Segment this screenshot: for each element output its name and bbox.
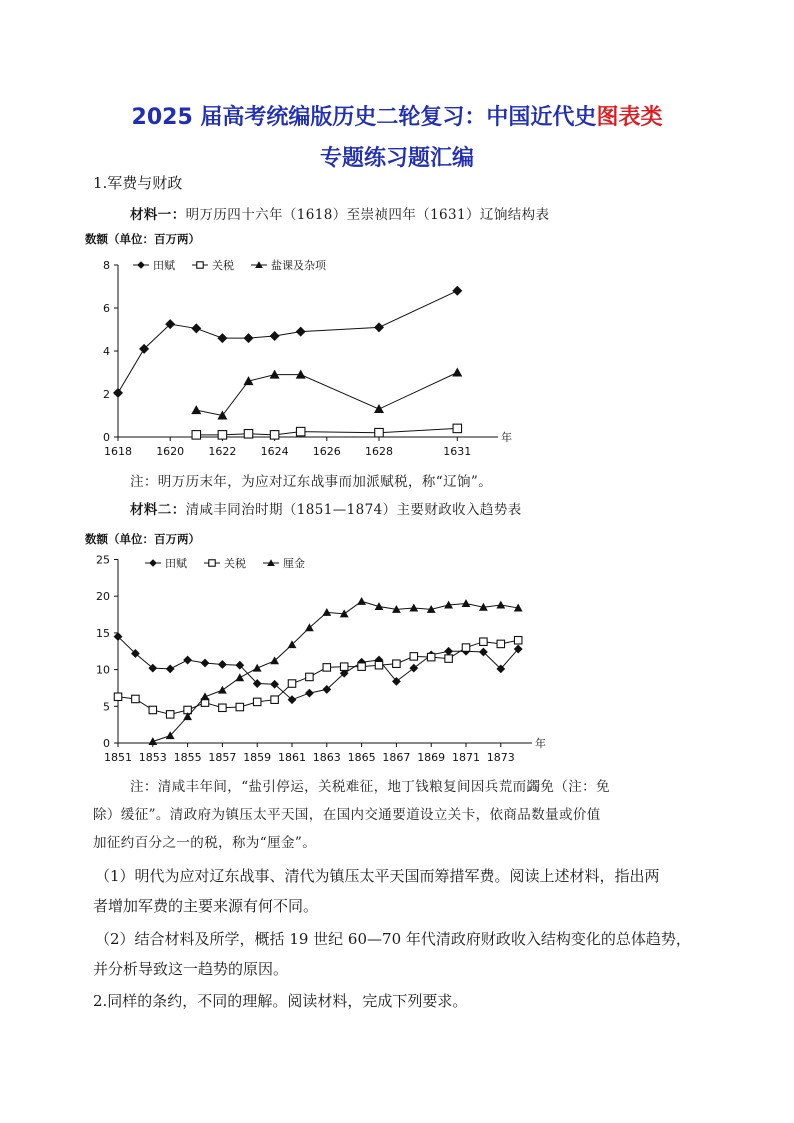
- chart2-series-1-point: [427, 653, 434, 660]
- chart1-legend-2-label: 盐课及杂项: [271, 259, 326, 272]
- chart2-x-tick-label: 1873: [486, 751, 515, 764]
- chart2-series-1-point: [340, 663, 347, 670]
- chart2-series-1-point: [236, 703, 243, 710]
- chart2-series-2-point: [235, 673, 244, 681]
- page-subtitle: 专题练习题汇编: [319, 146, 474, 171]
- chart2-series-0-line: [118, 637, 518, 700]
- chart1-series-0-point: [217, 333, 227, 343]
- chart2-series-2-point: [409, 604, 418, 612]
- chart2-x-tick-label: 1867: [382, 751, 411, 764]
- chart2-x-tick-label: 1869: [417, 751, 446, 764]
- material-1-note: 注：明万历末年，为应对辽东战事而加派赋税，称“辽饷”。: [130, 474, 493, 490]
- question-1-part-1-line-2: 者增加军费的主要来源有何不同。: [93, 897, 319, 915]
- chart2-series-2-point: [462, 599, 471, 607]
- chart2-x-tick-label: 1855: [173, 751, 202, 764]
- question-2-heading: 2.同样的条约，不同的理解。阅读材料，完成下列要求。: [93, 992, 468, 1010]
- chart2-x-tick-label: 1863: [312, 751, 341, 764]
- chart2-series-1-point: [480, 638, 487, 645]
- chart2-series-1-point: [114, 693, 121, 700]
- chart1-series-1-point: [244, 430, 253, 439]
- chart2-series-2-point: [201, 692, 210, 700]
- chart1-legend-1-label: 关税: [212, 259, 234, 272]
- chart2-series-2-point: [322, 608, 331, 616]
- chart1-series-0-point: [296, 327, 306, 337]
- chart2-x-tick-label: 1859: [243, 751, 272, 764]
- material-2-note-line-2: 除）缓征”。清政府为镇压太平天国，在国内交通要道设立关卡，依商品数量或价值: [93, 807, 601, 823]
- chart2-legend-0-label: 田赋: [165, 557, 187, 570]
- chart1-x-tick-label: 1620: [156, 445, 185, 458]
- chart2-series-2-point: [148, 737, 157, 745]
- chart1-series-1-line: [196, 428, 457, 434]
- chart2-series-1-point: [253, 698, 260, 705]
- chart1-legend-1-marker: [197, 262, 203, 268]
- chart2-y-tick-label: 25: [96, 553, 110, 567]
- chart1-legend-0-marker: [137, 261, 145, 269]
- chart1-y-tick-label: 6: [103, 302, 110, 315]
- chart2-legend-1-label: 关税: [224, 557, 246, 570]
- chart1-y-tick-label: 4: [103, 345, 110, 358]
- chart2-series-1-point: [410, 653, 417, 660]
- chart2-series-1-point: [393, 660, 400, 667]
- chart1-y-tick-label: 0: [103, 431, 110, 444]
- chart2-y-axis-label: 数额（单位：百万两）: [85, 532, 200, 546]
- material-2-note-line-1: 注：清咸丰年间，“盐引停运，关税难征，地丁钱粮复间因兵荒而蠲免（注：免: [130, 779, 610, 795]
- chart2-x-tick-label: 1853: [138, 751, 167, 764]
- chart2-y-tick-label: 20: [96, 590, 110, 604]
- chart2-series-1-point: [358, 663, 365, 670]
- question-1-part-2-line-1: （2）结合材料及所学，概括 19 世纪 60—70 年代清政府财政收入结构变化的总体趋势，: [95, 930, 691, 948]
- chart1-series-0-point: [191, 323, 201, 333]
- chart2-x-tick-label: 1865: [347, 751, 376, 764]
- chart2-series-0-point: [409, 664, 418, 673]
- chart2-x-tick-label: 1871: [452, 751, 480, 764]
- chart1-series-2-point: [452, 368, 462, 377]
- chart1-x-tick-label: 1626: [312, 445, 341, 458]
- question-1-part-1-line-1: （1）明代为应对辽东战事、清代为镇压太平天国而筹措军费。阅读上述材料，指出两: [95, 867, 660, 885]
- chart2-series-1-point: [149, 706, 156, 713]
- chart1-x-tick-label: 1631: [443, 445, 472, 458]
- chart2-legend-1-marker: [209, 560, 215, 566]
- chart-liaoxiang-structure: [85, 225, 525, 465]
- chart2-series-0-point: [201, 659, 210, 668]
- chart1-x-tick-label: 1622: [208, 445, 237, 458]
- chart2-series-1-point: [514, 637, 521, 644]
- chart1-y-tick-label: 2: [103, 388, 110, 401]
- chart2-series-1-point: [288, 680, 295, 687]
- chart1-legend-0-label: 田赋: [153, 259, 175, 272]
- page-title: 2025 届高考统编版历史二轮复习：中国近代史图表类: [131, 105, 663, 130]
- chart1-series-1-point: [192, 431, 201, 440]
- chart2-series-1-point: [445, 655, 452, 662]
- chart2-series-1-point: [166, 711, 173, 718]
- chart1-series-1-point: [296, 427, 305, 436]
- chart2-series-1-point: [462, 644, 469, 651]
- chart2-series-0-point: [183, 656, 192, 665]
- chart1-series-0-line: [118, 291, 457, 393]
- chart1-series-1-point: [453, 424, 462, 433]
- question-1-heading: 1.军费与财政: [93, 174, 183, 192]
- chart2-series-1-point: [306, 673, 313, 680]
- chart2-x-tick-label: 1857: [208, 751, 237, 764]
- chart1-y-tick-label: 8: [103, 259, 110, 272]
- chart1-x-tick-label: 1618: [104, 445, 132, 458]
- chart2-series-2-point: [357, 597, 366, 605]
- chart2-legend-2-label: 厘金: [283, 557, 305, 570]
- chart2-series-1-point: [497, 640, 504, 647]
- chart2-y-tick-label: 0: [103, 737, 110, 750]
- chart1-series-2-point: [191, 405, 201, 414]
- chart2-y-tick-label: 10: [96, 663, 110, 677]
- material-1-caption: 材料一：明万历四十六年（1618）至崇祯四年（1631）辽饷结构表: [130, 207, 550, 223]
- chart1-x-axis-label: 年: [501, 431, 512, 444]
- chart2-series-1-point: [132, 695, 139, 702]
- chart1-series-0-point: [452, 286, 462, 296]
- chart2-series-2-point: [218, 686, 227, 694]
- chart2-series-2-point: [253, 664, 262, 672]
- chart1-series-2-line: [196, 373, 457, 416]
- chart2-legend-0-marker: [149, 559, 157, 567]
- chart2-series-0-point: [166, 664, 175, 673]
- material-2-note-line-3: 加征约百分之一的税，称为“厘金”。: [93, 835, 317, 851]
- chart2-series-1-point: [271, 696, 278, 703]
- question-1-part-2-line-2: 并分析导致这一趋势的原因。: [93, 960, 289, 978]
- chart1-series-0-point: [270, 331, 280, 341]
- chart1-series-0-point: [244, 333, 254, 343]
- chart2-y-tick-label: 15: [96, 626, 110, 640]
- chart2-series-2-line: [153, 601, 518, 741]
- chart-qing-fiscal-revenue: [85, 525, 555, 765]
- chart1-series-1-point: [375, 428, 384, 437]
- chart1-series-0-point: [113, 388, 123, 398]
- chart2-x-tick-label: 1851: [104, 751, 132, 764]
- chart1-x-tick-label: 1628: [365, 445, 393, 458]
- chart2-series-1-point: [323, 664, 330, 671]
- chart1-y-axis-label: 数额（单位：百万两）: [85, 232, 200, 246]
- chart2-series-0-point: [305, 689, 314, 698]
- chart1-series-2-point: [374, 404, 384, 413]
- chart1-series-1-point: [270, 431, 279, 440]
- chart1-x-tick-label: 1624: [260, 445, 289, 458]
- chart2-series-0-point: [218, 660, 227, 669]
- chart1-series-0-point: [374, 322, 384, 332]
- chart2-series-1-point: [375, 661, 382, 668]
- chart1-series-1-point: [218, 431, 227, 440]
- material-2-caption: 材料二：清咸丰同治时期（1851—1874）主要财政收入趋势表: [130, 502, 522, 518]
- chart2-series-1-point: [219, 704, 226, 711]
- chart2-x-tick-label: 1861: [278, 751, 306, 764]
- chart2-series-2-point: [496, 601, 505, 609]
- chart2-x-axis-label: 年: [535, 737, 546, 750]
- chart2-y-tick-label: 5: [103, 700, 110, 714]
